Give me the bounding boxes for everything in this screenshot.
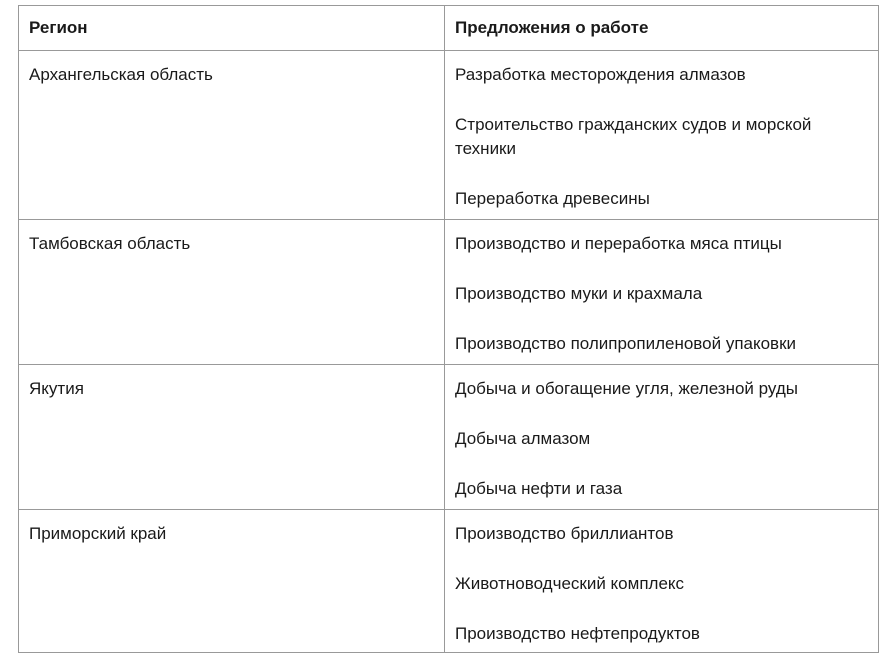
region-name: Архангельская область	[19, 51, 445, 220]
job-offers-cell	[445, 365, 879, 510]
region-name: Тамбовская область	[19, 220, 445, 365]
job-offer: Добыча нефти и газа	[455, 479, 623, 498]
table-row	[19, 220, 879, 365]
table-row	[19, 365, 879, 510]
table-header-row	[19, 6, 879, 51]
jobs-by-region-table	[18, 5, 879, 653]
job-offer: Переработка древесины	[455, 189, 650, 208]
job-offers-cell	[445, 510, 879, 653]
header-region: Регион	[19, 6, 445, 51]
job-offer: Производство бриллиантов	[455, 524, 674, 543]
table-row	[19, 510, 879, 653]
job-offer: Производство муки и крахмала	[455, 284, 703, 303]
job-offers-cell	[445, 220, 879, 365]
job-offer: Животноводческий комплекс	[455, 574, 685, 593]
job-offer: Производство полипропиленовой упаковки	[455, 334, 797, 353]
region-name: Якутия	[19, 365, 445, 510]
job-offer: Разработка месторождения алмазов	[455, 65, 746, 84]
job-offers-cell	[445, 51, 879, 220]
job-offer: Производство нефтепродуктов	[455, 624, 700, 643]
job-offer: Производство и переработка мяса птицы	[455, 234, 782, 253]
region-name: Приморский край	[19, 510, 445, 653]
job-offer: Добыча и обогащение угля, железной руды	[455, 379, 798, 398]
table-row	[19, 51, 879, 220]
header-job-offers: Предложения о работе	[445, 6, 879, 51]
job-offer: Строительство гражданских судов и морской техники	[455, 115, 812, 158]
job-offer: Добыча алмазом	[455, 429, 591, 448]
